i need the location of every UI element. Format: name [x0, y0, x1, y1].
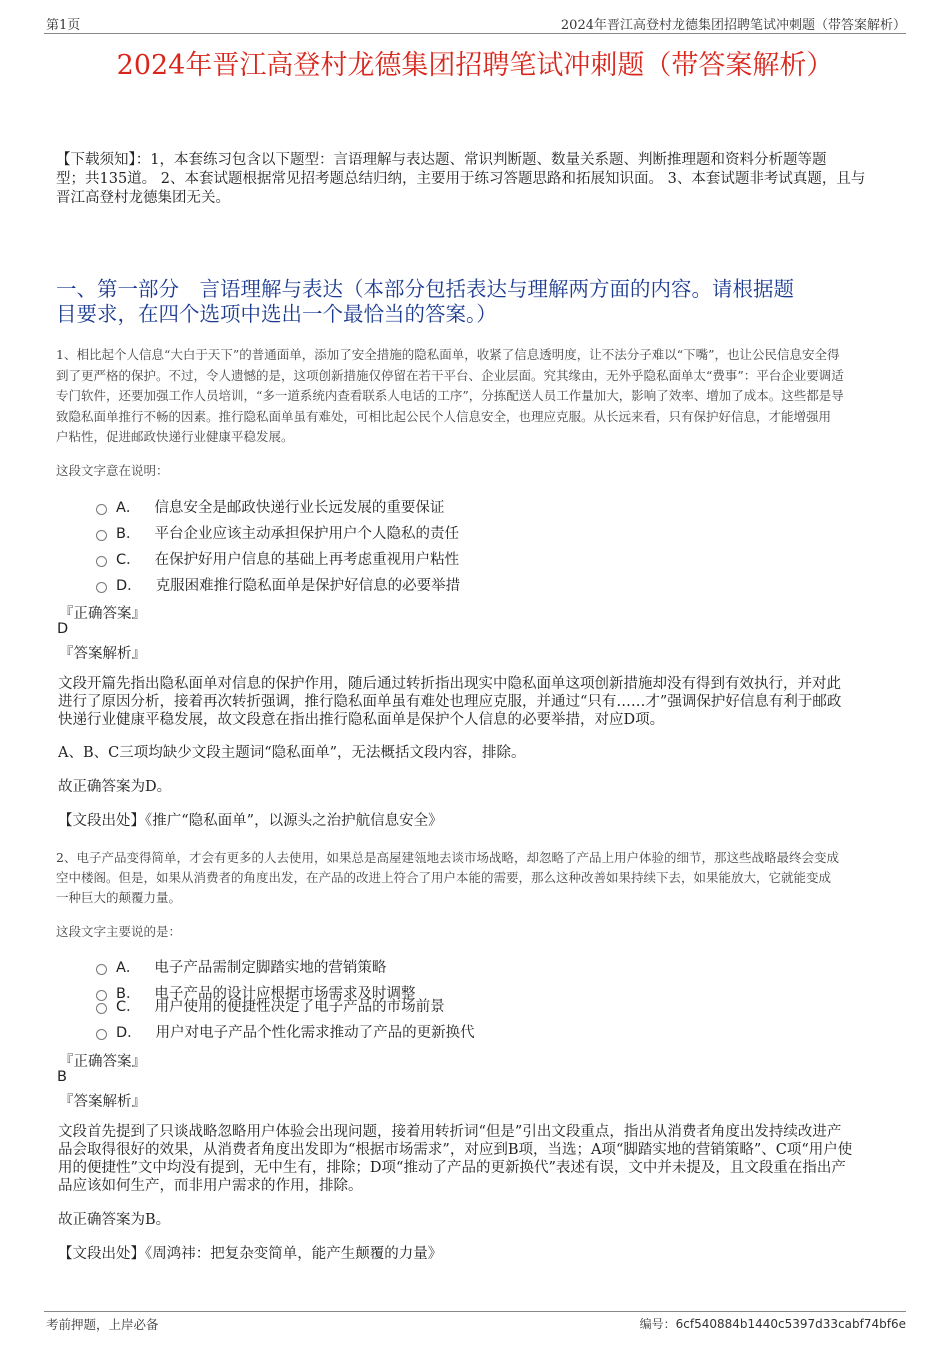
option-a[interactable]: A． 信息安全是邮政快递行业长远发展的重要保证 — [96, 496, 444, 517]
header-doc-title: 2024年晋江高登村龙德集团招聘笔试冲刺题（带答案解析） — [560, 18, 906, 33]
question-stem-line: 2、电子产品变得简单，才会有更多的人去使用，如果总是高屋建瓴地去谈市场战略，却忽略了产品上用户体验的细节，那这些战略最终会变成 — [56, 850, 839, 865]
question-stem-line: 专门软件，还要加强工作人员培训，“多一道系统内查看联系人电话的工序”，分拣配送人员工作量加大，影响了效率、增加了成本。这些都是导 — [56, 388, 844, 403]
correct-answer: B — [57, 1069, 67, 1085]
footer-slogan: 考前押题，上岸必备 — [46, 1317, 159, 1332]
analysis-exclude: A、B、C三项均缺少文段主题词“隐私面单”，无法概括文段内容，排除。 — [58, 745, 526, 761]
analysis-line: 用的便捷性”文中均没有提到，无中生有，排除；D项“推动了产品的更新换代”表述有误，文中并未提及，且文段重在指出产 — [58, 1160, 846, 1176]
radio-icon[interactable] — [96, 964, 107, 975]
analysis-conclusion: 故正确答案为D。 — [58, 779, 172, 795]
correct-answer: D — [57, 621, 69, 637]
option-c[interactable]: C． 在保护好用户信息的基础上再考虑重视用户粘性 — [96, 548, 459, 569]
header-divider — [44, 33, 906, 34]
notice-line: 【下载须知】：1，本套练习包含以下题型：言语理解与表达题、常识判断题、数量关系题、判断推理题和资料分析题等题 — [56, 152, 827, 168]
analysis-line: 文段开篇先指出隐私面单对信息的保护作用，随后通过转折指出现实中隐私面单这项创新措施却没有得到有效执行，并对此 — [58, 676, 841, 692]
text-source: 【文段出处】《推广“隐私面单”，以源头之治护航信息安全》 — [58, 813, 443, 829]
question-stem-line: 致隐私面单推行不畅的因素。推行隐私面单虽有难处，可相比起公民个人信息安全，也理应克服。从长远来看，只有保护好信息，才能增强用 — [56, 409, 832, 424]
question-prompt: 这段文字意在说明： — [56, 463, 169, 478]
option-b[interactable]: B． 平台企业应该主动承担保护用户个人隐私的责任 — [96, 522, 459, 543]
question-stem-line: 户粘性，促进邮政快递行业健康平稳发展。 — [56, 429, 294, 444]
question-stem-line: 到了更严格的保护。不过，令人遗憾的是，这项创新措施仅停留在若干平台、企业层面。究其缘由，无外乎隐私面单太“费事”：平台企业要调适 — [56, 368, 844, 383]
option-b[interactable]: B． 电子产品的设计应根据市场需求及时调整 — [96, 982, 415, 1003]
question-prompt: 这段文字主要说的是： — [56, 924, 182, 939]
option-c[interactable]: C． 用户使用的便捷性决定了电子产品的市场前景 — [96, 995, 445, 1016]
notice-line: 型；共135道。 2、本套试题根据常见招考题总结归纳，主要用于练习答题思路和拓展知识面。 3、本套试题非考试真题，且与 — [56, 171, 866, 187]
page-title: 2024年晋江高登村龙德集团招聘笔试冲刺题（带答案解析） — [116, 50, 834, 81]
analysis-line: 进行了原因分析，接着再次转折强调，推行隐私面单虽有难处也理应克服，并通过“只有……才”强调保护好信息有利于邮政 — [58, 694, 842, 710]
footer-divider — [44, 1311, 906, 1312]
answer-label: 『正确答案』 — [59, 606, 146, 622]
analysis-line: 品会取得很好的效果，从消费者角度出发即为“根据市场需求”，对应到B项，当选；A项“脚踏实地的营销策略”、C项“用户使 — [58, 1142, 853, 1158]
analysis-line: 快递行业健康平稳发展，故文段意在指出推行隐私面单是保护个人信息的必要举措，对应D项。 — [58, 712, 665, 728]
question-stem-line: 1、相比起个人信息“大白于天下”的普通面单，添加了安全措施的隐私面单，收紧了信息透明度，让不法分子难以“下嘴”，也让公民信息安全得 — [56, 347, 840, 362]
question-stem-line: 空中楼阁。但是，如果从消费者的角度出发，在产品的改进上符合了用户本能的需要，那么这种改善如果持续下去，如果能放大，它就能变成 — [56, 870, 832, 885]
analysis-label: 『答案解析』 — [59, 1094, 146, 1110]
radio-icon[interactable] — [96, 556, 107, 567]
option-a[interactable]: A． 电子产品需制定脚踏实地的营销策略 — [96, 956, 386, 977]
notice-line: 晋江高登村龙德集团无关。 — [56, 190, 230, 206]
text-source: 【文段出处】《周鸿祎：把复杂变简单，能产生颠覆的力量》 — [58, 1246, 443, 1262]
radio-icon[interactable] — [96, 530, 107, 541]
radio-icon[interactable] — [96, 1029, 107, 1040]
section-heading-line: 目要求，在四个选项中选出一个最恰当的答案。） — [56, 302, 497, 326]
option-d[interactable]: D． 用户对电子产品个性化需求推动了产品的更新换代 — [96, 1021, 475, 1042]
analysis-conclusion: 故正确答案为B。 — [58, 1212, 171, 1228]
page-number: 第1页 — [46, 18, 81, 33]
footer-code: 编号：6cf540884b1440c5397d33cabf74bf6e — [639, 1317, 906, 1331]
radio-icon[interactable] — [96, 1003, 107, 1014]
analysis-line: 品应该如何生产，而非用户需求的作用，排除。 — [58, 1178, 363, 1194]
analysis-line: 文段首先提到了只谈战略忽略用户体验会出现问题，接着用转折词“但是”引出文段重点，指出从消费者角度出发持续改进产 — [58, 1124, 842, 1140]
radio-icon[interactable] — [96, 582, 107, 593]
section-heading-line: 一、第一部分 言语理解与表达（本部分包括表达与理解两方面的内容。请根据题 — [56, 277, 794, 301]
question-stem-line: 一种巨大的颠覆力量。 — [56, 890, 182, 905]
radio-icon[interactable] — [96, 504, 107, 515]
analysis-label: 『答案解析』 — [59, 646, 146, 662]
answer-label: 『正确答案』 — [59, 1054, 146, 1070]
option-d[interactable]: D． 克服困难推行隐私面单是保护好信息的必要举措 — [96, 574, 460, 595]
